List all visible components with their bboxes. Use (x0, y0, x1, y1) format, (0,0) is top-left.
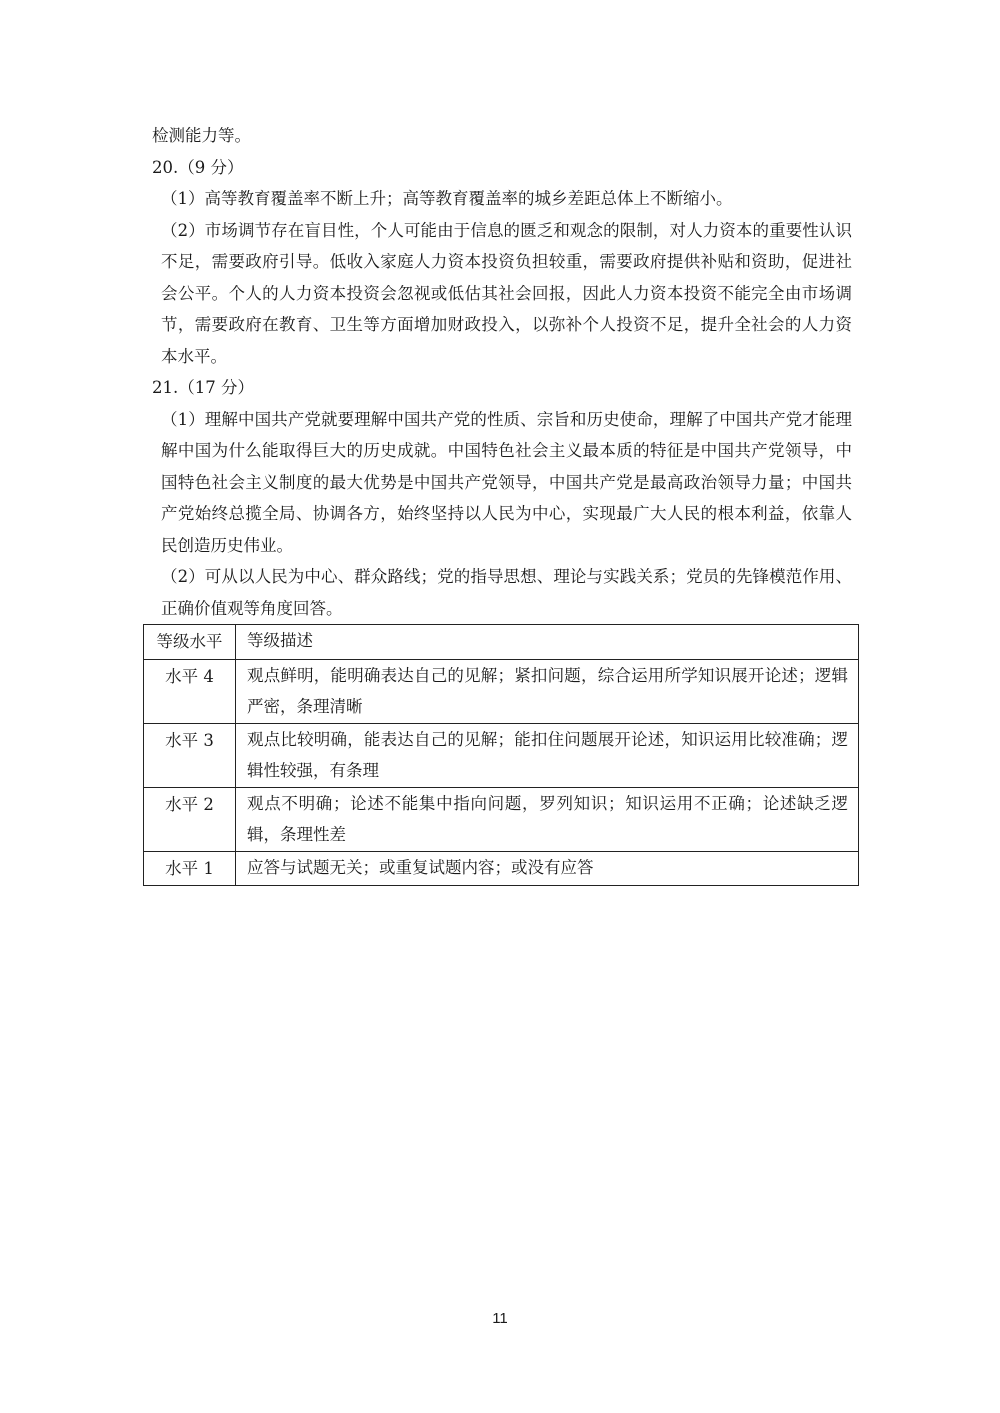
row-level: 水平 1 (144, 851, 236, 886)
table-row (144, 659, 859, 723)
page-number: 11 (492, 1310, 508, 1327)
table-row (144, 723, 859, 787)
row-level: 水平 2 (144, 787, 236, 851)
q20-header: 20.（9 分） (152, 157, 244, 177)
q20-part2: （2）市场调节存在盲目性，个人可能由于信息的匮乏和观念的限制，对人力资本的重要性认识不足，需要政府引导。低收入家庭人力资本投资负担较重，需要政府提供补贴和资助，促进社会公平。个人的人力资本投资会忽视或低估其社会回报，因此人力资本投资不能完全由市场调节，需要政府在教育、卫生等方面增加财政投入，以弥补个人投资不足，提升全社会的人力资本水平。 (161, 220, 852, 366)
row-level: 水平 3 (144, 723, 236, 787)
answer-text (152, 120, 852, 624)
table-row (144, 787, 859, 851)
row-desc: 观点比较明确，能表达自己的见解；能扣住问题展开论述，知识运用比较准确；逻辑性较强，有条理 (236, 723, 859, 787)
q21-part1: （1）理解中国共产党就要理解中国共产党的性质、宗旨和历史使命，理解了中国共产党才能理解中国为什么能取得巨大的历史成就。中国特色社会主义最本质的特征是中国共产党领导，中国特色社会主义制度的最大优势是中国共产党领导，中国共产党是最高政治领导力量；中国共产党始终总揽全局、协调各方，始终坚持以人民为中心，实现最广大人民的根本利益，依靠人民创造历史伟业。 (161, 409, 852, 555)
row-level: 水平 4 (144, 659, 236, 723)
header-desc: 等级描述 (236, 625, 859, 660)
q21-part2: （2）可从以人民为中心、群众路线；党的指导思想、理论与实践关系；党员的先锋模范作用、正确价值观等角度回答。 (161, 567, 852, 618)
header-level: 等级水平 (144, 625, 236, 660)
table-row (144, 851, 859, 886)
row-desc: 观点鲜明，能明确表达自己的见解；紧扣问题，综合运用所学知识展开论述；逻辑严密，条理清晰 (236, 659, 859, 723)
q21-header: 21.（17 分） (152, 378, 254, 397)
table-header-row (144, 625, 859, 660)
row-desc: 应答与试题无关；或重复试题内容；或没有应答 (236, 851, 859, 886)
row-desc: 观点不明确；论述不能集中指向问题，罗列知识；知识运用不正确；论述缺乏逻辑，条理性差 (236, 787, 859, 851)
continuation-line: 检测能力等。 (152, 126, 251, 145)
grading-table (143, 624, 859, 886)
q20-part1: （1）高等教育覆盖率不断上升；高等教育覆盖率的城乡差距总体上不断缩小。 (161, 189, 733, 208)
